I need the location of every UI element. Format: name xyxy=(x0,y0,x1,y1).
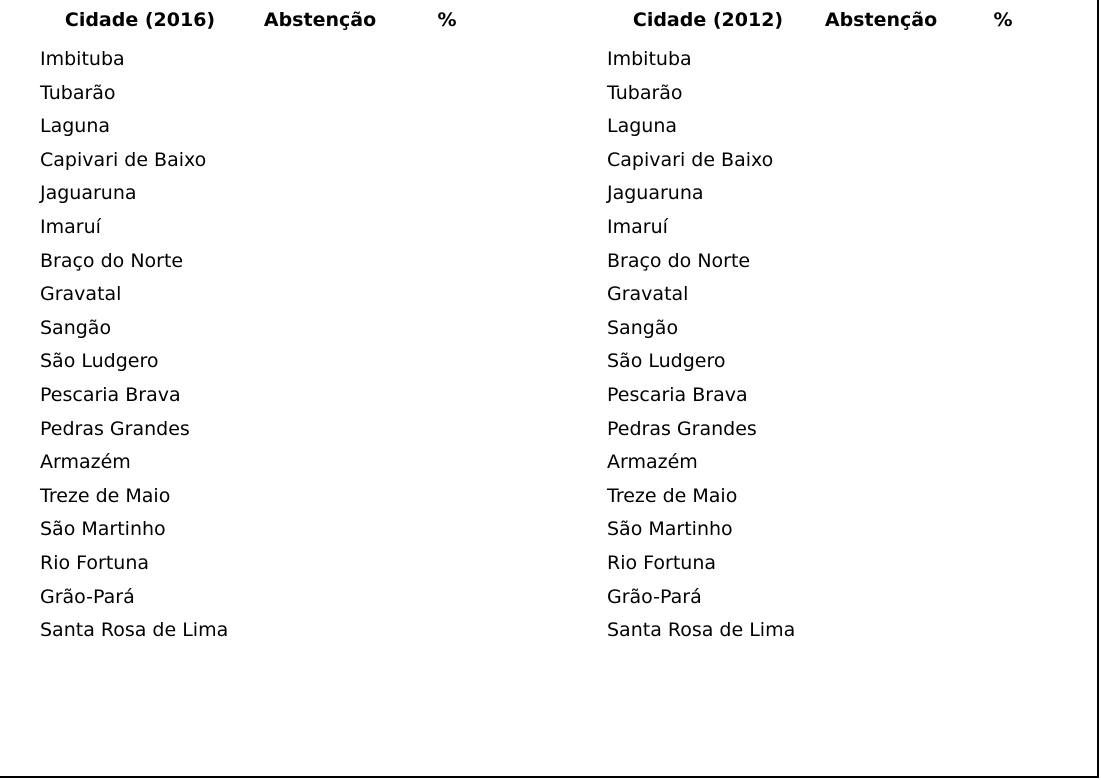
city-name: Braço do Norte xyxy=(607,250,751,272)
city-name: São Ludgero xyxy=(607,350,726,372)
city-name: Imbituba xyxy=(607,48,692,70)
city-name: São Martinho xyxy=(607,518,733,540)
city-name: Rio Fortuna xyxy=(40,552,150,574)
header-abstention: Abstenção xyxy=(263,9,377,31)
header-city: Cidade (2016) xyxy=(64,9,216,31)
city-name: Tubarão xyxy=(607,82,683,104)
city-name: Imaruí xyxy=(607,216,668,238)
city-name: Gravatal xyxy=(607,283,689,305)
city-name: Grão-Pará xyxy=(607,586,702,608)
city-name: São Martinho xyxy=(40,518,166,540)
city-name: Braço do Norte xyxy=(40,250,184,272)
city-name: Imaruí xyxy=(40,216,101,238)
city-name: Laguna xyxy=(40,115,111,137)
city-name: São Ludgero xyxy=(40,350,159,372)
city-name: Pescaria Brava xyxy=(607,384,748,406)
city-name: Rio Fortuna xyxy=(607,552,717,574)
city-name: Treze de Maio xyxy=(40,485,171,507)
city-name: Tubarão xyxy=(40,82,116,104)
header-percent: % xyxy=(437,9,457,31)
city-name: Laguna xyxy=(607,115,678,137)
city-name: Santa Rosa de Lima xyxy=(40,619,229,641)
city-name: Capivari de Baixo xyxy=(40,149,207,171)
city-name: Imbituba xyxy=(40,48,125,70)
header-abstention: Abstenção xyxy=(824,9,938,31)
city-name: Pedras Grandes xyxy=(607,418,757,440)
city-name: Gravatal xyxy=(40,283,122,305)
city-name: Jaguaruna xyxy=(40,182,137,204)
city-name: Armazém xyxy=(40,451,131,473)
city-name: Capivari de Baixo xyxy=(607,149,774,171)
city-name: Treze de Maio xyxy=(607,485,738,507)
city-name: Sangão xyxy=(607,317,679,339)
city-name: Jaguaruna xyxy=(607,182,704,204)
city-name: Sangão xyxy=(40,317,112,339)
city-name: Santa Rosa de Lima xyxy=(607,619,796,641)
city-name: Armazém xyxy=(607,451,698,473)
city-name: Pedras Grandes xyxy=(40,418,190,440)
city-name: Grão-Pará xyxy=(40,586,135,608)
header-city: Cidade (2012) xyxy=(632,9,784,31)
city-name: Pescaria Brava xyxy=(40,384,181,406)
header-percent: % xyxy=(993,9,1013,31)
